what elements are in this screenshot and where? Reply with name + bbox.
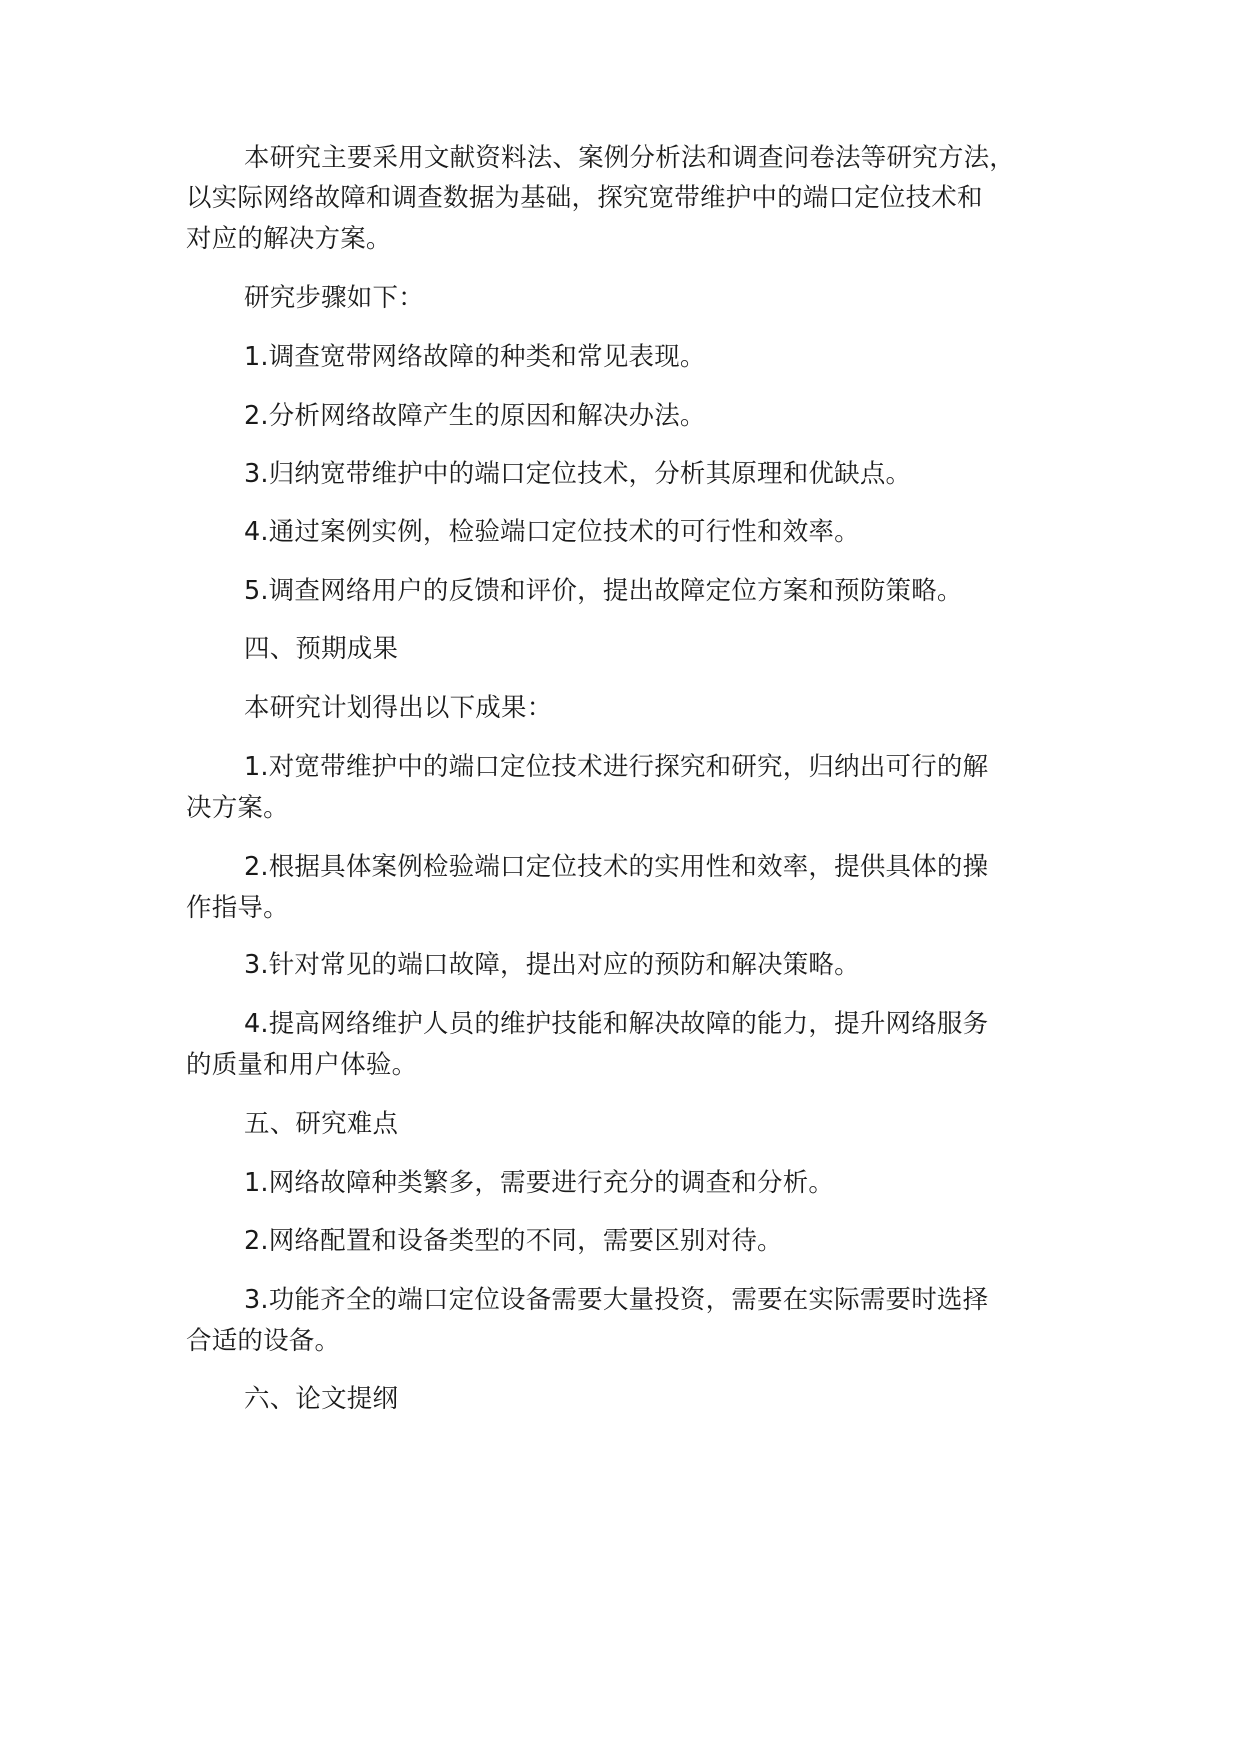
text-line: 五、研究难点 xyxy=(244,1109,399,1139)
text-line: 2.网络配置和设备类型的不同，需要区别对待。 xyxy=(244,1226,783,1256)
text-line: 2.分析网络故障产生的原因和解决办法。 xyxy=(244,401,706,431)
text-line: 决方案。 xyxy=(186,793,289,823)
text-line: 1.网络故障种类繁多，需要进行充分的调查和分析。 xyxy=(244,1168,835,1198)
text-line: 3.针对常见的端口故障，提出对应的预防和解决策略。 xyxy=(244,950,860,980)
text-line: 本研究主要采用文献资料法、案例分析法和调查问卷法等研究方法， xyxy=(244,143,1016,173)
text-line: 3.功能齐全的端口定位设备需要大量投资，需要在实际需要时选择 xyxy=(244,1285,989,1315)
text-line: 2.根据具体案例检验端口定位技术的实用性和效率，提供具体的操 xyxy=(244,852,989,882)
text-line: 1.对宽带维护中的端口定位技术进行探究和研究，归纳出可行的解 xyxy=(244,752,989,782)
text-line: 1.调查宽带网络故障的种类和常见表现。 xyxy=(244,342,706,372)
text-line: 对应的解决方案。 xyxy=(186,224,392,254)
text-line: 研究步骤如下： xyxy=(244,283,424,313)
text-line: 六、论文提纲 xyxy=(244,1384,399,1414)
text-line: 3.归纳宽带维护中的端口定位技术，分析其原理和优缺点。 xyxy=(244,459,912,489)
text-line: 5.调查网络用户的反馈和评价，提出故障定位方案和预防策略。 xyxy=(244,576,963,606)
text-line: 本研究计划得出以下成果： xyxy=(244,693,553,723)
document-page xyxy=(186,0,1086,1754)
text-line: 合适的设备。 xyxy=(186,1326,341,1356)
text-line: 作指导。 xyxy=(186,893,289,923)
text-line: 4.提高网络维护人员的维护技能和解决故障的能力，提升网络服务 xyxy=(244,1009,989,1039)
text-line: 4.通过案例实例，检验端口定位技术的可行性和效率。 xyxy=(244,517,860,547)
text-line: 的质量和用户体验。 xyxy=(186,1050,418,1080)
text-line: 四、预期成果 xyxy=(244,634,399,664)
text-line: 以实际网络故障和调查数据为基础，探究宽带维护中的端口定位技术和 xyxy=(186,183,983,213)
